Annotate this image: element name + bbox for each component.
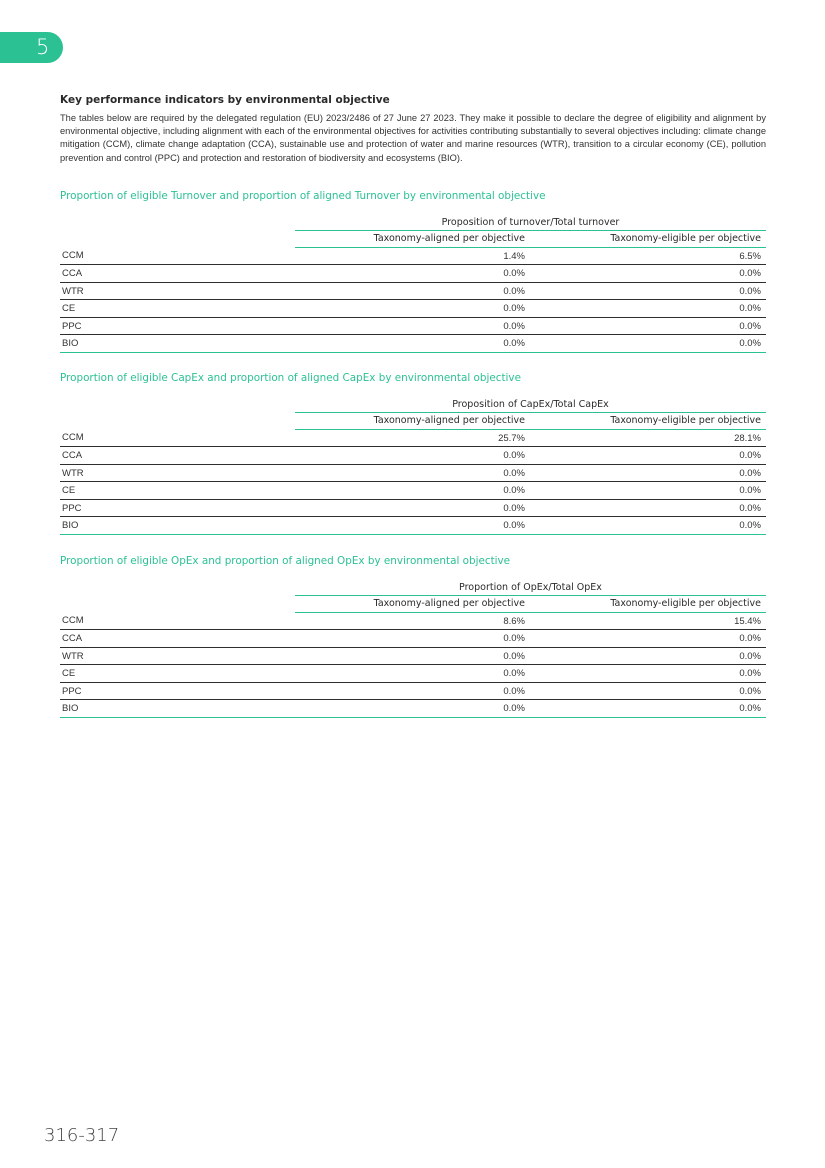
table-blank-cell	[60, 397, 295, 413]
aligned-value: 0.0%	[295, 682, 530, 700]
page-heading: Key performance indicators by environmental objective	[60, 94, 390, 106]
aligned-value: 0.0%	[295, 464, 530, 482]
table-row	[60, 429, 766, 447]
table-row	[60, 700, 766, 718]
eligible-value: 0.0%	[530, 499, 766, 517]
eligible-column-header: Taxonomy-eligible per objective	[530, 412, 766, 429]
table-blank-cell	[60, 595, 295, 612]
objective-label: CCA	[60, 630, 295, 648]
table-row	[60, 499, 766, 517]
eligible-value: 0.0%	[530, 647, 766, 665]
table-group-header: Proposition of CapEx/Total CapEx	[295, 397, 766, 413]
eligible-value: 0.0%	[530, 464, 766, 482]
aligned-value: 1.4%	[295, 247, 530, 265]
objective-label: CCM	[60, 429, 295, 447]
aligned-value: 0.0%	[295, 447, 530, 465]
aligned-column-header: Taxonomy-aligned per objective	[295, 230, 530, 247]
objective-label: PPC	[60, 682, 295, 700]
chapter-tab: 5	[0, 32, 63, 63]
eligible-value: 28.1%	[530, 429, 766, 447]
table-blank-cell	[60, 580, 295, 596]
table-group-header: Proposition of turnover/Total turnover	[295, 215, 766, 231]
table-column-header-row	[60, 230, 766, 247]
objective-label: BIO	[60, 517, 295, 535]
eligible-value: 0.0%	[530, 482, 766, 500]
eligible-value: 0.0%	[530, 317, 766, 335]
objective-label: CCM	[60, 247, 295, 265]
table-row	[60, 282, 766, 300]
objective-label: CCA	[60, 265, 295, 283]
eligible-column-header: Taxonomy-eligible per objective	[530, 230, 766, 247]
aligned-value: 0.0%	[295, 647, 530, 665]
table-row	[60, 335, 766, 353]
eligible-value: 6.5%	[530, 247, 766, 265]
page-content	[60, 94, 766, 718]
objective-label: CCM	[60, 612, 295, 630]
table-group-header-row	[60, 215, 766, 231]
objective-label: BIO	[60, 700, 295, 718]
aligned-value: 0.0%	[295, 335, 530, 353]
objective-label: CCA	[60, 447, 295, 465]
aligned-column-header: Taxonomy-aligned per objective	[295, 412, 530, 429]
table-row	[60, 482, 766, 500]
page-number: 316-317	[44, 1125, 120, 1146]
table-blank-cell	[60, 230, 295, 247]
eligible-value: 0.0%	[530, 282, 766, 300]
aligned-value: 0.0%	[295, 265, 530, 283]
table-row	[60, 447, 766, 465]
eligible-value: 0.0%	[530, 447, 766, 465]
eligible-value: 0.0%	[530, 517, 766, 535]
aligned-value: 0.0%	[295, 499, 530, 517]
objective-label: WTR	[60, 647, 295, 665]
table-row	[60, 517, 766, 535]
aligned-value: 0.0%	[295, 300, 530, 318]
aligned-value: 25.7%	[295, 429, 530, 447]
aligned-column-header: Taxonomy-aligned per objective	[295, 595, 530, 612]
intro-paragraph: The tables below are required by the delegated regulation (EU) 2023/2486 of 27 June 27 2023. They make it possible to declare the degree of eligibility and alignment by environmental objective, including alignment with each of the environmental objectives for activities contributing substantially to several objectives including: climate change mitigation (CCM), climate change adaptation (CCA), sustainable use and protection of water and marine resources (WTR), transition to a circular economy (CE), pollution prevention and control (PPC) and protection and restoration of biodiversity and ecosystems (BIO).	[60, 113, 766, 163]
turnover-table	[60, 215, 766, 353]
table-column-header-row	[60, 595, 766, 612]
turnover-table-title: Proportion of eligible Turnover and proportion of aligned Turnover by environmental objective	[60, 189, 546, 202]
aligned-value: 0.0%	[295, 482, 530, 500]
table-row	[60, 464, 766, 482]
objective-label: BIO	[60, 335, 295, 353]
objective-label: WTR	[60, 282, 295, 300]
table-row	[60, 300, 766, 318]
table-group-header-row	[60, 397, 766, 413]
aligned-value: 0.0%	[295, 665, 530, 683]
table-row	[60, 265, 766, 283]
eligible-column-header: Taxonomy-eligible per objective	[530, 595, 766, 612]
table-group-header-row	[60, 580, 766, 596]
objective-label: PPC	[60, 317, 295, 335]
aligned-value: 0.0%	[295, 700, 530, 718]
eligible-value: 0.0%	[530, 630, 766, 648]
aligned-value: 0.0%	[295, 517, 530, 535]
eligible-value: 0.0%	[530, 665, 766, 683]
eligible-value: 0.0%	[530, 700, 766, 718]
capex-table	[60, 397, 766, 535]
aligned-value: 0.0%	[295, 630, 530, 648]
table-row	[60, 665, 766, 683]
table-row	[60, 647, 766, 665]
table-row	[60, 317, 766, 335]
objective-label: CE	[60, 300, 295, 318]
table-group-header: Proportion of OpEx/Total OpEx	[295, 580, 766, 596]
eligible-value: 0.0%	[530, 682, 766, 700]
table-blank-cell	[60, 215, 295, 231]
objective-label: WTR	[60, 464, 295, 482]
table-row	[60, 682, 766, 700]
opex-table	[60, 580, 766, 718]
objective-label: CE	[60, 665, 295, 683]
eligible-value: 0.0%	[530, 335, 766, 353]
capex-table-title: Proportion of eligible CapEx and proportion of aligned CapEx by environmental objective	[60, 371, 521, 384]
aligned-value: 0.0%	[295, 282, 530, 300]
table-row	[60, 247, 766, 265]
eligible-value: 0.0%	[530, 265, 766, 283]
aligned-value: 8.6%	[295, 612, 530, 630]
eligible-value: 15.4%	[530, 612, 766, 630]
table-blank-cell	[60, 412, 295, 429]
objective-label: CE	[60, 482, 295, 500]
aligned-value: 0.0%	[295, 317, 530, 335]
opex-table-title: Proportion of eligible OpEx and proportion of aligned OpEx by environmental objective	[60, 554, 511, 567]
objective-label: PPC	[60, 499, 295, 517]
table-row	[60, 612, 766, 630]
eligible-value: 0.0%	[530, 300, 766, 318]
table-column-header-row	[60, 412, 766, 429]
table-row	[60, 630, 766, 648]
